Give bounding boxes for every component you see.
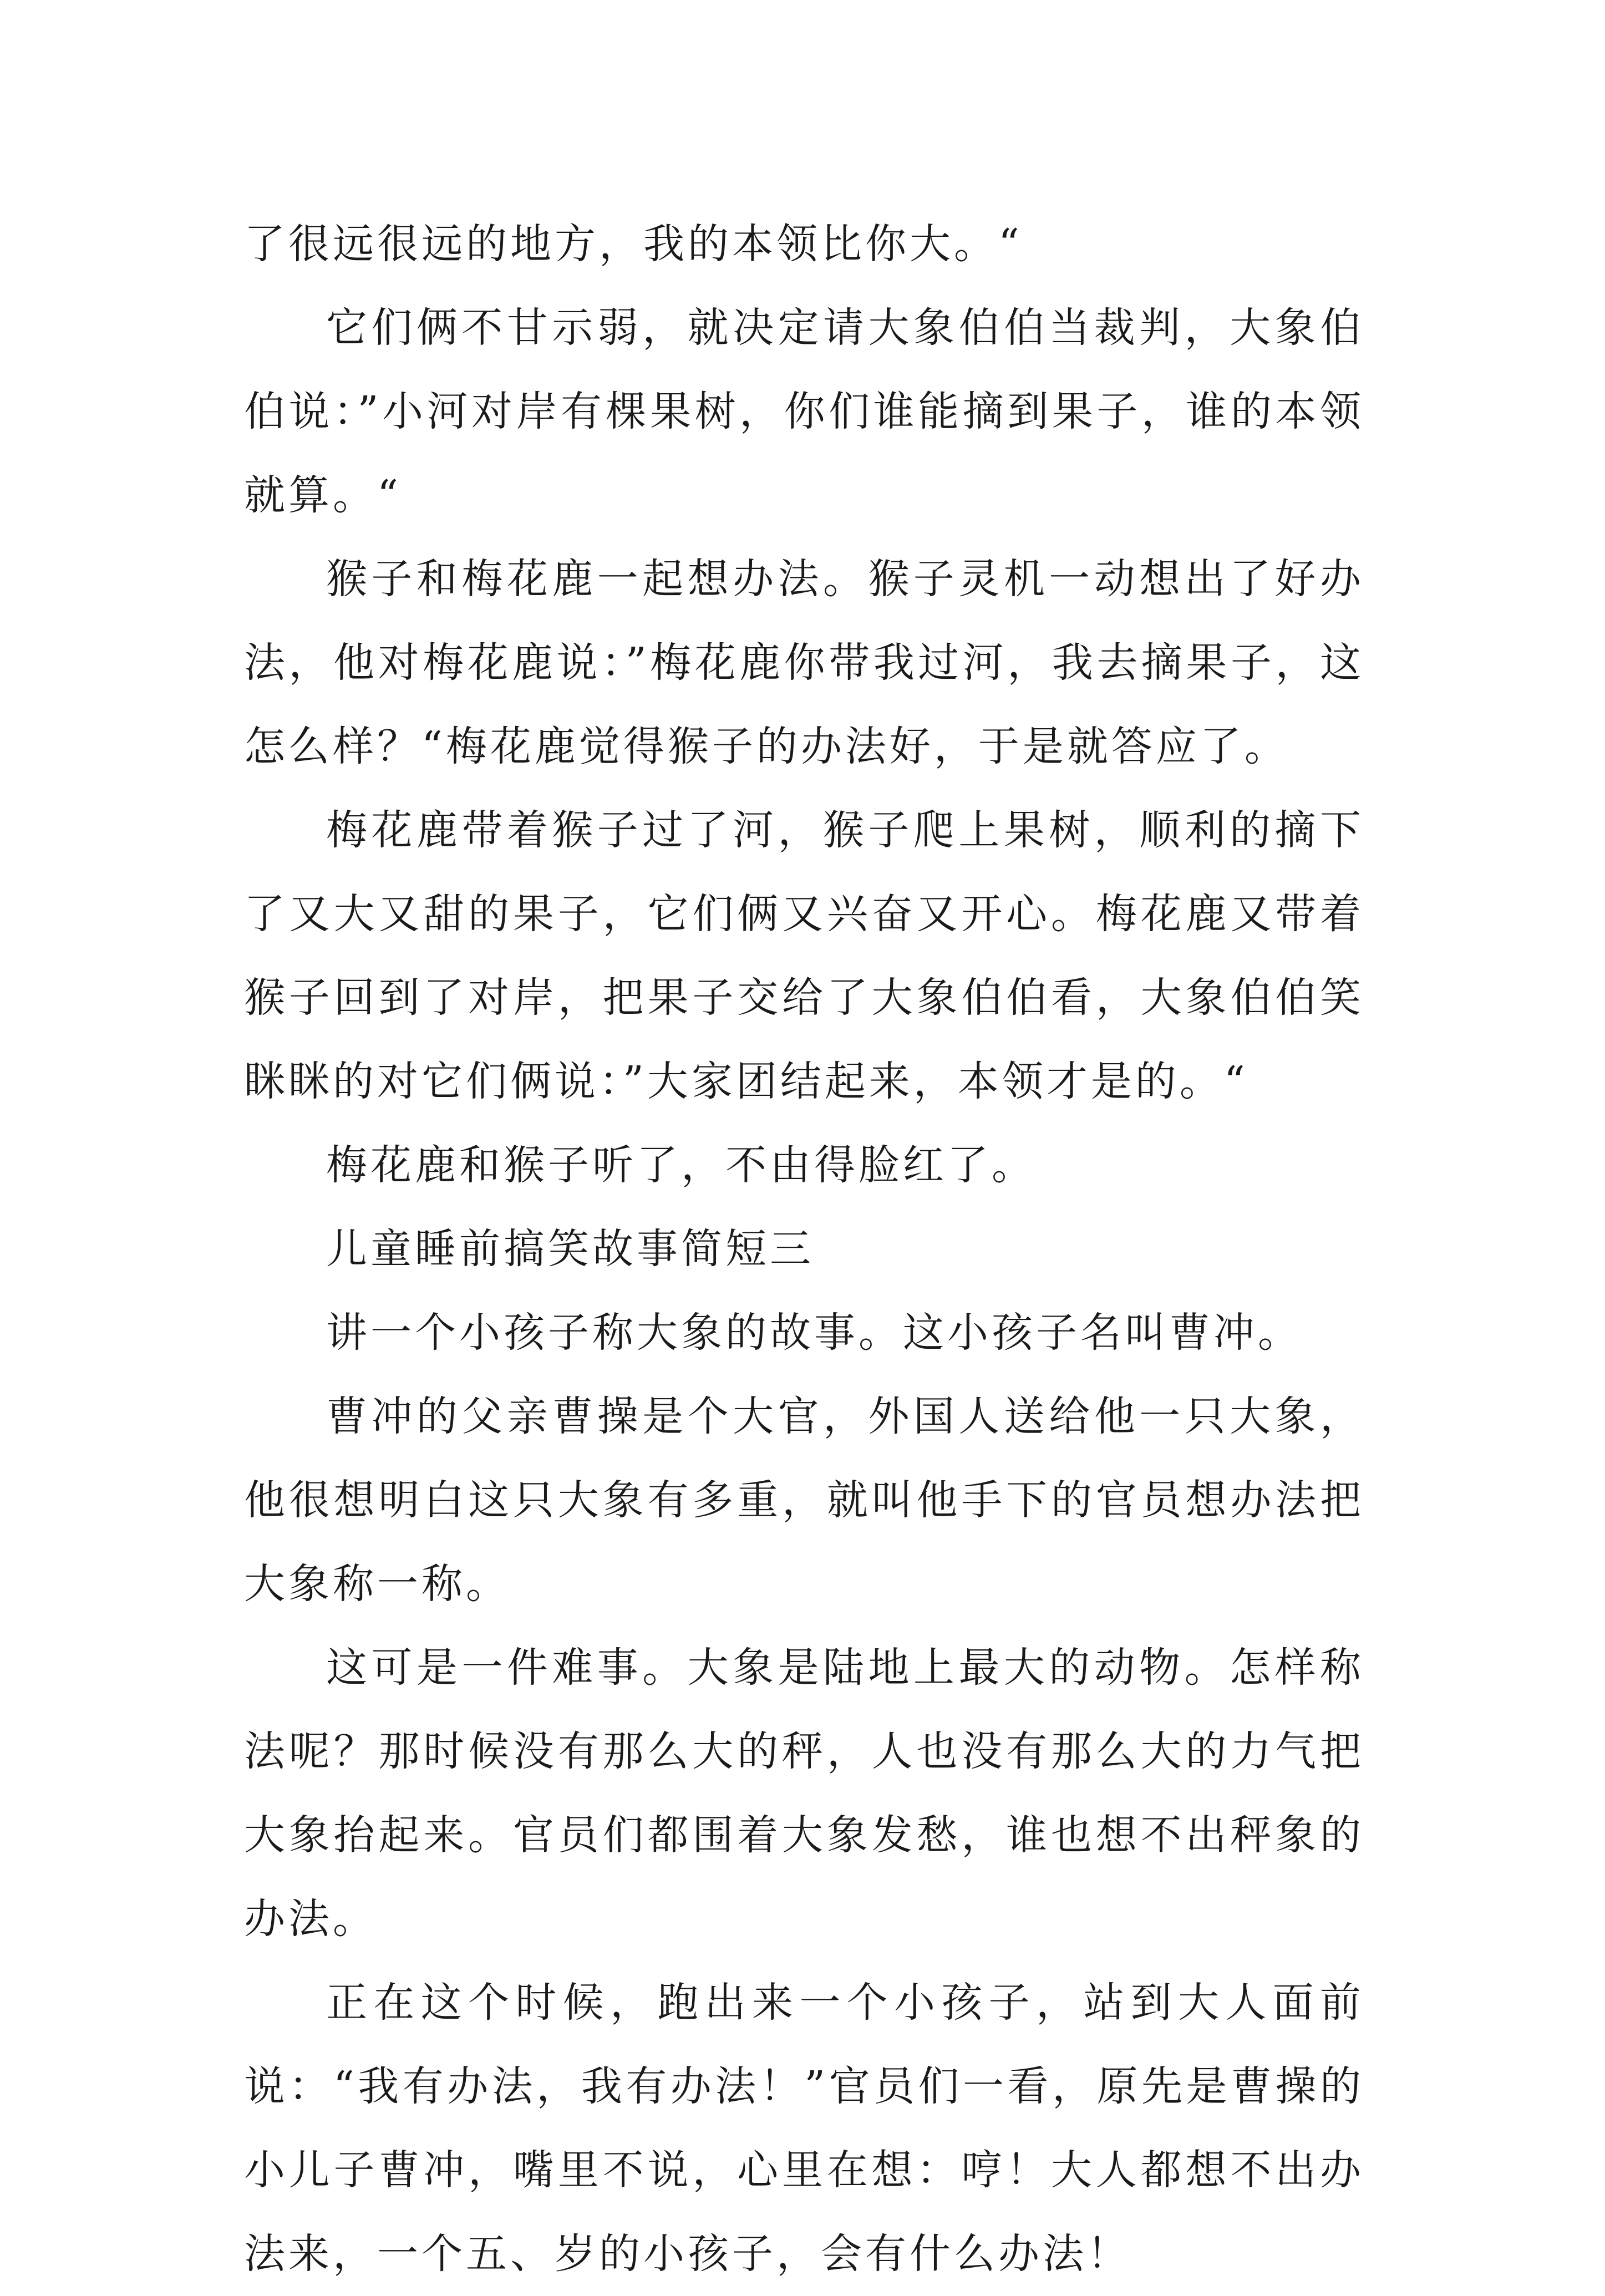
document-body [244, 202, 1364, 2296]
paragraph-cao-cao-elephant: 曹冲的父亲曹操是个大官，外国人送给他一只大象，他很想明白这只大象有多重，就叫他手下的官员想办法把大象称一称。 [244, 1393, 1364, 1608]
paragraph-crossing-river: 梅花鹿带着猴子过了河，猴子爬上果树，顺利的摘下了又大又甜的果子，它们俩又兴奋又开心。梅花鹿又带着猴子回到了对岸，把果子交给了大象伯伯看，大象伯伯笑眯眯的对它们俩说：”大家团结起来，本领才是的。“ [244, 806, 1364, 1105]
paragraph-blush: 梅花鹿和猴子听了，不由得脸红了。 [326, 1141, 1036, 1189]
paragraph-difficult-task: 这可是一件难事。大象是陆地上最大的动物。怎样称法呢？那时候没有那么大的秤，人也没有那么大的力气把大象抬起来。官员们都围着大象发愁，谁也想不出秤象的办法。 [244, 1644, 1364, 1943]
paragraph-continuation: 了很远很远的地方，我的本领比你大。“ [244, 220, 1023, 268]
story-heading: 儿童睡前搞笑故事简短三 [326, 1225, 814, 1273]
paragraph-cao-chong-intro: 讲一个小孩子称大象的故事。这小孩子名叫曹冲。 [326, 1309, 1302, 1357]
paragraph-child-appears: 正在这个时候，跑出来一个小孩子，站到大人面前说：“我有办法，我有办法！”官员们一看，原先是曹操的小儿子曹冲，嘴里不说，心里在想：哼！大人都想不出办法来，一个五、岁的小孩子，会有什么办法！ [244, 1979, 1364, 2278]
paragraph-monkey-plan: 猴子和梅花鹿一起想办法。猴子灵机一动想出了好办法，他对梅花鹿说：”梅花鹿你带我过河，我去摘果子，这怎么样？“梅花鹿觉得猴子的办法好，于是就答应了。 [244, 555, 1364, 770]
paragraph-referee: 它们俩不甘示弱，就决定请大象伯伯当裁判，大象伯伯说：”小河对岸有棵果树，你们谁能摘到果子，谁的本领就算。“ [244, 304, 1364, 519]
